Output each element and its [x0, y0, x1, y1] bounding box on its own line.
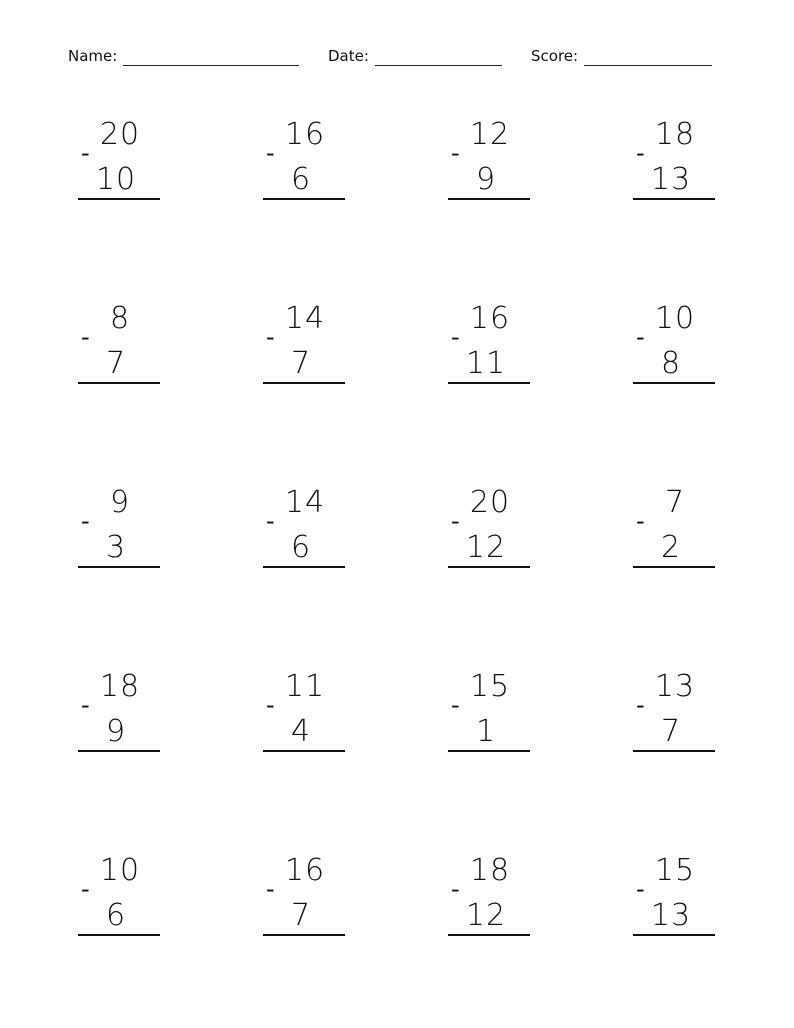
answer-line: [633, 566, 715, 568]
minuend: 14: [284, 485, 326, 520]
answer-line: [633, 750, 715, 752]
minus-sign: -: [81, 691, 90, 719]
minuend: 18: [654, 117, 696, 152]
problem-card: [78, 302, 162, 386]
problem-card: [633, 486, 717, 570]
subtrahend: 6: [105, 898, 127, 933]
subtrahend: 13: [650, 898, 692, 933]
minus-sign: -: [451, 323, 460, 351]
date-label: Date:: [328, 47, 369, 65]
problem-card: [263, 670, 347, 754]
minuend: 11: [284, 669, 326, 704]
minus-sign: -: [451, 875, 460, 903]
minus-sign: -: [636, 139, 645, 167]
subtrahend: 3: [105, 530, 127, 565]
answer-line: [448, 382, 530, 384]
subtrahend: 8: [660, 346, 682, 381]
minus-sign: -: [451, 139, 460, 167]
answer-line: [78, 750, 160, 752]
minuend: 10: [99, 853, 141, 888]
subtrahend: 4: [290, 714, 312, 749]
minus-sign: -: [81, 323, 90, 351]
subtrahend: 2: [660, 530, 682, 565]
answer-line: [263, 750, 345, 752]
minuend: 7: [664, 485, 686, 520]
score-label: Score:: [531, 47, 579, 65]
date-field: [328, 46, 502, 66]
problem-card: [448, 854, 532, 938]
answer-line: [448, 934, 530, 936]
minuend: 9: [109, 485, 131, 520]
answer-line: [448, 566, 530, 568]
name-label: Name:: [68, 47, 118, 65]
minus-sign: -: [451, 691, 460, 719]
minus-sign: -: [266, 507, 275, 535]
minus-sign: -: [81, 507, 90, 535]
subtrahend: 12: [465, 530, 507, 565]
date-blank-line[interactable]: [375, 48, 502, 66]
subtrahend: 10: [95, 162, 137, 197]
score-field: [531, 46, 712, 66]
subtrahend: 7: [105, 346, 127, 381]
minuend: 20: [469, 485, 511, 520]
name-field: [68, 46, 299, 66]
subtrahend: 13: [650, 162, 692, 197]
subtrahend: 7: [290, 346, 312, 381]
answer-line: [263, 198, 345, 200]
subtrahend: 1: [475, 714, 497, 749]
answer-line: [78, 934, 160, 936]
minuend: 14: [284, 301, 326, 336]
minus-sign: -: [81, 139, 90, 167]
minuend: 16: [284, 117, 326, 152]
subtrahend: 7: [660, 714, 682, 749]
problem-card: [263, 854, 347, 938]
subtrahend: 6: [290, 162, 312, 197]
minus-sign: -: [636, 691, 645, 719]
answer-line: [78, 382, 160, 384]
minuend: 18: [469, 853, 511, 888]
problem-card: [633, 670, 717, 754]
answer-line: [263, 382, 345, 384]
minuend: 20: [99, 117, 141, 152]
subtrahend: 9: [105, 714, 127, 749]
minus-sign: -: [636, 323, 645, 351]
answer-line: [633, 382, 715, 384]
minus-sign: -: [636, 875, 645, 903]
answer-line: [633, 198, 715, 200]
minuend: 16: [469, 301, 511, 336]
problem-card: [78, 118, 162, 202]
problem-card: [78, 854, 162, 938]
subtrahend: 6: [290, 530, 312, 565]
minuend: 10: [654, 301, 696, 336]
subtrahend: 11: [465, 346, 507, 381]
answer-line: [448, 750, 530, 752]
answer-line: [263, 934, 345, 936]
problem-card: [263, 118, 347, 202]
answer-line: [78, 566, 160, 568]
minuend: 15: [654, 853, 696, 888]
problem-card: [448, 486, 532, 570]
minus-sign: -: [451, 507, 460, 535]
minus-sign: -: [266, 323, 275, 351]
problem-card: [633, 118, 717, 202]
minus-sign: -: [266, 691, 275, 719]
problem-card: [448, 302, 532, 386]
problem-card: [78, 486, 162, 570]
answer-line: [263, 566, 345, 568]
minuend: 13: [654, 669, 696, 704]
subtrahend: 9: [475, 162, 497, 197]
minus-sign: -: [266, 875, 275, 903]
minuend: 15: [469, 669, 511, 704]
problem-card: [633, 854, 717, 938]
minus-sign: -: [81, 875, 90, 903]
worksheet-header: [0, 46, 794, 70]
minuend: 18: [99, 669, 141, 704]
problem-card: [263, 302, 347, 386]
subtrahend: 12: [465, 898, 507, 933]
problem-card: [633, 302, 717, 386]
problem-card: [78, 670, 162, 754]
minus-sign: -: [266, 139, 275, 167]
minuend: 12: [469, 117, 511, 152]
minus-sign: -: [636, 507, 645, 535]
problem-card: [448, 118, 532, 202]
name-blank-line[interactable]: [123, 48, 299, 66]
score-blank-line[interactable]: [584, 48, 712, 66]
problem-card: [448, 670, 532, 754]
answer-line: [78, 198, 160, 200]
subtrahend: 7: [290, 898, 312, 933]
minuend: 8: [109, 301, 131, 336]
problem-card: [263, 486, 347, 570]
answer-line: [633, 934, 715, 936]
answer-line: [448, 198, 530, 200]
minuend: 16: [284, 853, 326, 888]
